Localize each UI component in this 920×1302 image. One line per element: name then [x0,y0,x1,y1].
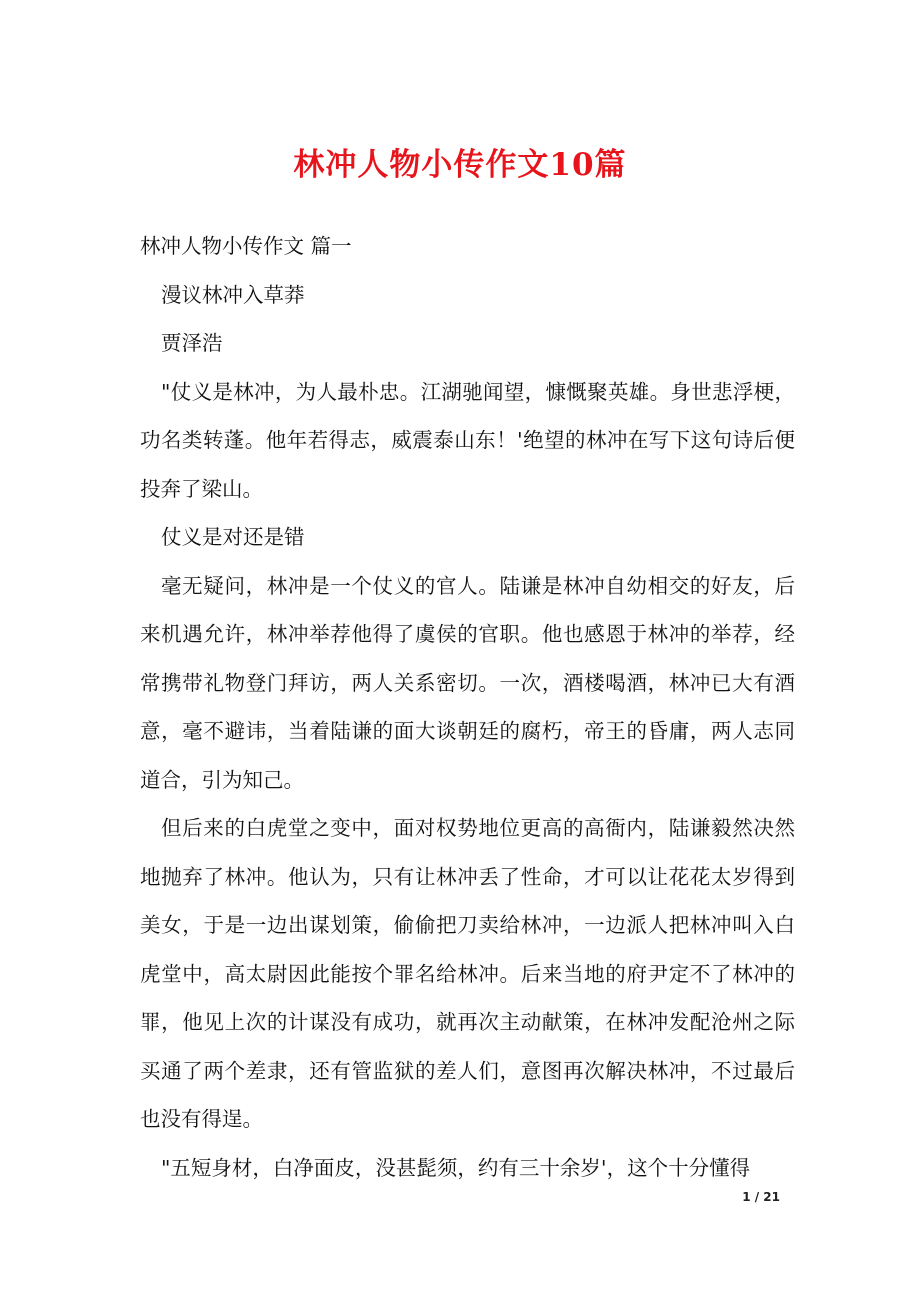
document-body [140,222,795,1192]
page-number: 1 / 21 [742,1190,780,1204]
body-paragraph: 毫无疑问，林冲是一个仗义的官人。陆谦是林冲自幼相交的好友，后来机遇允许，林冲举荐他得了虞侯的官职。他也感恩于林冲的举荐，经常携带礼物登门拜访，两人关系密切。一次，酒楼喝酒，林冲已大有酒意，毫不避讳，当着陆谦的面大谈朝廷的腐朽，帝王的昏庸，两人志同道合，引为知己。 [140,573,795,792]
body-paragraph: "五短身材，白净面皮，没甚髭须，约有三十余岁'，这个十分懂得 [161,1155,751,1180]
body-paragraph: 但后来的白虎堂之变中，面对权势地位更高的高衙内，陆谦毅然决然地抛弃了林冲。他认为，只有让林冲丢了性命，才可以让花花太岁得到美女，于是一边出谋划策，偷偷把刀卖给林冲，一边派人把林冲叫入白虎堂中，高太尉因此能按个罪名给林冲。后来当地的府尹定不了林冲的罪，他见上次的计谋没有成功，就再次主动献策，在林冲发配沧州之际买通了两个差隶，还有管监狱的差人们，意图再次解决林冲，不过最后也没有得逞。 [140,816,795,1131]
essay-title: 漫议林冲入草莽 [161,282,305,307]
essay-author: 贾泽浩 [161,331,223,355]
document-title: 林冲人物小传作文10篇 [293,147,627,183]
body-paragraph: "仗义是林冲，为人最朴忠。江湖驰闻望，慷慨聚英雄。身世悲浮梗，功名类转蓬。他年若得志，威震泰山东！'绝望的林冲在写下这句诗后便投奔了梁山。 [140,379,795,501]
section-heading: 林冲人物小传作文 篇一 [140,234,352,258]
body-paragraph: 仗义是对还是错 [161,525,305,549]
